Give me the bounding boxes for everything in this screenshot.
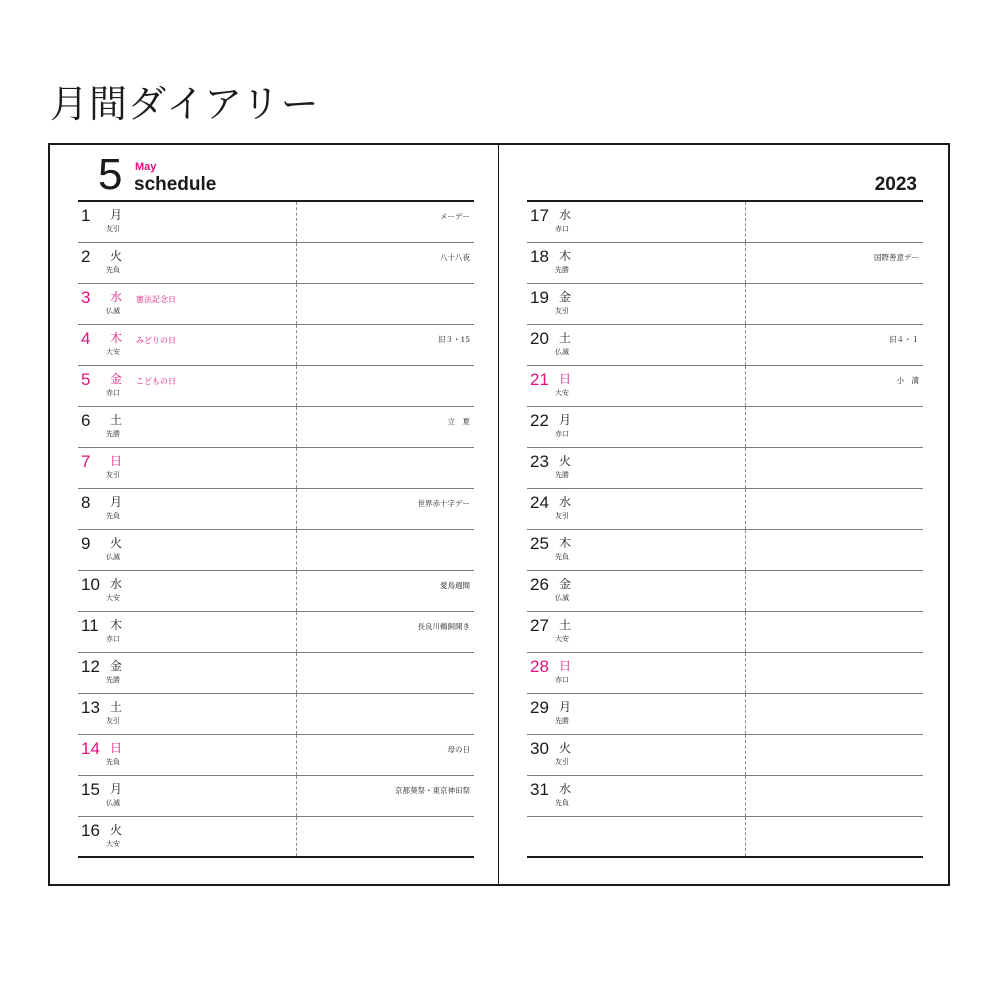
dotted-column-divider: [745, 694, 746, 734]
weekday-label: 金: [559, 290, 572, 304]
day-row[interactable]: [78, 571, 474, 612]
day-number: 15: [81, 780, 100, 799]
event-label: 旧４・１: [889, 335, 919, 344]
rokuyo-label: 先負: [555, 553, 569, 561]
day-row[interactable]: [527, 776, 923, 817]
dotted-column-divider: [296, 489, 297, 529]
day-row[interactable]: [78, 612, 474, 653]
day-number: 10: [81, 575, 100, 594]
event-label: 旧３・15: [437, 335, 470, 344]
day-number: 2: [81, 247, 91, 266]
day-number: 3: [81, 288, 91, 307]
day-number: 22: [530, 411, 549, 430]
rokuyo-label: 仏滅: [106, 553, 120, 561]
day-number: 11: [81, 616, 99, 635]
day-row[interactable]: [527, 489, 923, 530]
dotted-column-divider: [745, 243, 746, 283]
event-label: 愛鳥週間: [440, 581, 470, 590]
dotted-column-divider: [296, 202, 297, 242]
day-number: 23: [530, 452, 549, 471]
day-number: 14: [81, 739, 100, 758]
dotted-column-divider: [296, 817, 297, 856]
rokuyo-label: 友引: [106, 717, 120, 725]
weekday-label: 火: [559, 454, 572, 468]
rokuyo-label: 仏滅: [106, 799, 120, 807]
rokuyo-label: 先負: [555, 799, 569, 807]
schedule-label: schedule: [134, 174, 217, 195]
day-row[interactable]: [78, 366, 474, 407]
rokuyo-label: 赤口: [555, 225, 569, 233]
weekday-label: 日: [559, 659, 572, 673]
weekday-label: 金: [110, 659, 123, 673]
weekday-label: 金: [559, 577, 572, 591]
dotted-column-divider: [745, 448, 746, 488]
weekday-label: 日: [110, 454, 123, 468]
book-spine-divider: [498, 143, 499, 886]
weekday-label: 火: [110, 823, 123, 837]
dotted-column-divider: [745, 735, 746, 775]
month-number: 5: [98, 150, 123, 199]
weekday-label: 月: [110, 495, 123, 509]
weekday-label: 水: [110, 577, 123, 591]
page-title: 月間ダイアリー: [50, 82, 320, 126]
day-row[interactable]: [527, 735, 923, 776]
day-row[interactable]: [78, 817, 474, 858]
event-label: 母の日: [447, 745, 470, 754]
dotted-column-divider: [745, 284, 746, 324]
day-number: 1: [81, 206, 91, 225]
left-page-day-list: [78, 200, 474, 858]
rokuyo-label: 先負: [106, 266, 120, 274]
rokuyo-label: 赤口: [555, 676, 569, 684]
weekday-label: 木: [110, 618, 123, 632]
weekday-label: 木: [110, 331, 123, 345]
dotted-column-divider: [296, 571, 297, 611]
rokuyo-label: 大安: [106, 594, 120, 602]
month-english-label: May: [135, 161, 157, 173]
event-label: 小 満: [896, 376, 919, 385]
dotted-column-divider: [296, 366, 297, 406]
weekday-label: 火: [110, 536, 123, 550]
day-number: 27: [530, 616, 549, 635]
rokuyo-label: 先勝: [106, 430, 120, 438]
dotted-column-divider: [296, 325, 297, 365]
rokuyo-label: 大安: [555, 635, 569, 643]
rokuyo-label: 先勝: [555, 266, 569, 274]
day-row[interactable]: [527, 366, 923, 407]
dotted-column-divider: [745, 407, 746, 447]
rokuyo-label: 友引: [555, 307, 569, 315]
weekday-label: 水: [559, 495, 572, 509]
day-number: 21: [530, 370, 549, 389]
day-row[interactable]: [78, 243, 474, 284]
dotted-column-divider: [296, 735, 297, 775]
weekday-label: 土: [110, 413, 123, 427]
weekday-label: 水: [559, 782, 572, 796]
day-number: 25: [530, 534, 549, 553]
day-row[interactable]: [527, 694, 923, 735]
weekday-label: 土: [559, 618, 572, 632]
dotted-column-divider: [296, 612, 297, 652]
rokuyo-label: 赤口: [106, 635, 120, 643]
dotted-column-divider: [296, 694, 297, 734]
day-number: 28: [530, 657, 549, 676]
day-number: 29: [530, 698, 549, 717]
day-row[interactable]: [527, 530, 923, 571]
weekday-label: 月: [110, 208, 123, 222]
dotted-column-divider: [745, 325, 746, 365]
weekday-label: 金: [110, 372, 123, 386]
dotted-column-divider: [296, 284, 297, 324]
weekday-label: 木: [559, 536, 572, 550]
rokuyo-label: 大安: [106, 348, 120, 356]
rokuyo-label: 友引: [106, 471, 120, 479]
day-number: 13: [81, 698, 100, 717]
day-number: 17: [530, 206, 549, 225]
weekday-label: 土: [559, 331, 572, 345]
rokuyo-label: 大安: [555, 389, 569, 397]
year-label: 2023: [874, 174, 917, 195]
day-row[interactable]: [78, 694, 474, 735]
holiday-name: みどりの日: [136, 336, 176, 345]
weekday-label: 火: [559, 741, 572, 755]
dotted-column-divider: [296, 407, 297, 447]
weekday-label: 木: [559, 249, 572, 263]
holiday-name: 憲法記念日: [136, 295, 176, 304]
day-number: 12: [81, 657, 100, 676]
day-number: 7: [81, 452, 91, 471]
day-row[interactable]: [527, 817, 923, 858]
day-row[interactable]: [527, 284, 923, 325]
day-row[interactable]: [78, 530, 474, 571]
rokuyo-label: 先負: [106, 758, 120, 766]
day-row[interactable]: [527, 407, 923, 448]
day-number: 24: [530, 493, 549, 512]
weekday-label: 月: [559, 700, 572, 714]
day-number: 30: [530, 739, 549, 758]
dotted-column-divider: [745, 612, 746, 652]
rokuyo-label: 仏滅: [106, 307, 120, 315]
rokuyo-label: 先負: [106, 512, 120, 520]
rokuyo-label: 赤口: [106, 389, 120, 397]
dotted-column-divider: [296, 448, 297, 488]
dotted-column-divider: [745, 653, 746, 693]
day-row[interactable]: [527, 653, 923, 694]
day-row[interactable]: [78, 448, 474, 489]
event-label: 立 夏: [447, 417, 470, 426]
rokuyo-label: 仏滅: [555, 594, 569, 602]
dotted-column-divider: [296, 653, 297, 693]
rokuyo-label: 先勝: [555, 717, 569, 725]
event-label: 八十八夜: [440, 253, 470, 262]
event-label: 長良川鵜飼開き: [417, 622, 470, 631]
dotted-column-divider: [745, 571, 746, 611]
day-number: 19: [530, 288, 549, 307]
weekday-label: 月: [559, 413, 572, 427]
weekday-label: 日: [110, 741, 123, 755]
day-row[interactable]: [78, 284, 474, 325]
day-row[interactable]: [78, 407, 474, 448]
dotted-column-divider: [296, 776, 297, 816]
event-label: 世界赤十字デー: [417, 499, 470, 508]
day-row[interactable]: [527, 325, 923, 366]
day-row[interactable]: [78, 325, 474, 366]
rokuyo-label: 友引: [106, 225, 120, 233]
dotted-column-divider: [745, 366, 746, 406]
weekday-label: 月: [110, 782, 123, 796]
day-row[interactable]: [527, 243, 923, 284]
rokuyo-label: 友引: [555, 512, 569, 520]
weekday-label: 日: [559, 372, 572, 386]
dotted-column-divider: [745, 489, 746, 529]
dotted-column-divider: [745, 530, 746, 570]
rokuyo-label: 大安: [106, 840, 120, 848]
day-row[interactable]: [527, 612, 923, 653]
day-number: 20: [530, 329, 549, 348]
rokuyo-label: 赤口: [555, 430, 569, 438]
day-number: 4: [81, 329, 91, 348]
day-row[interactable]: [527, 571, 923, 612]
day-number: 5: [81, 370, 91, 389]
day-number: 31: [530, 780, 549, 799]
day-row[interactable]: [78, 202, 474, 243]
day-row[interactable]: [78, 489, 474, 530]
weekday-label: 土: [110, 700, 123, 714]
holiday-name: こどもの日: [136, 377, 176, 386]
right-page-day-list: [527, 200, 923, 858]
event-label: 京都葵祭・東京神田祭: [395, 786, 470, 795]
dotted-column-divider: [745, 776, 746, 816]
day-row[interactable]: [527, 202, 923, 243]
dotted-column-divider: [296, 243, 297, 283]
rokuyo-label: 友引: [555, 758, 569, 766]
event-label: 国際善意デー: [874, 253, 919, 262]
dotted-column-divider: [745, 817, 746, 856]
day-number: 18: [530, 247, 549, 266]
day-number: 6: [81, 411, 91, 430]
day-row[interactable]: [78, 776, 474, 817]
day-number: 26: [530, 575, 549, 594]
day-row[interactable]: [527, 448, 923, 489]
event-label: メーデー: [440, 212, 470, 221]
day-number: 9: [81, 534, 91, 553]
rokuyo-label: 先勝: [555, 471, 569, 479]
day-number: 8: [81, 493, 91, 512]
day-row[interactable]: [78, 653, 474, 694]
dotted-column-divider: [296, 530, 297, 570]
weekday-label: 水: [110, 290, 123, 304]
day-number: 16: [81, 821, 100, 840]
rokuyo-label: 先勝: [106, 676, 120, 684]
weekday-label: 水: [559, 208, 572, 222]
rokuyo-label: 仏滅: [555, 348, 569, 356]
day-row[interactable]: [78, 735, 474, 776]
weekday-label: 火: [110, 249, 123, 263]
dotted-column-divider: [745, 202, 746, 242]
